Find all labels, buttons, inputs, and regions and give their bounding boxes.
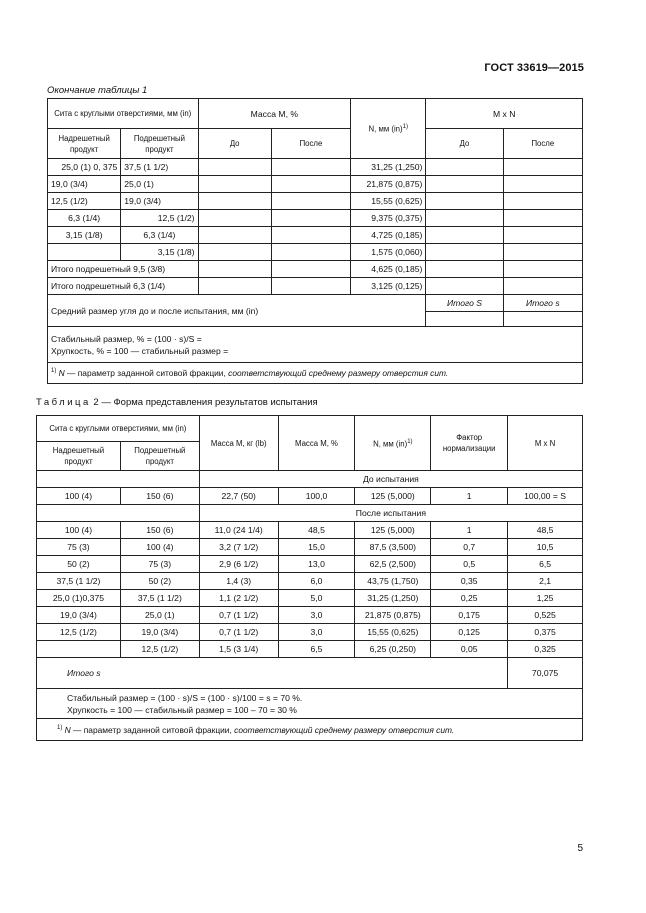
t1-total-S: Итого S	[426, 295, 503, 312]
table-row: 12,5 (1/2) 1,5 (3 1/4) 6,5 6,25 (0,250) 0,05 0,325	[37, 641, 583, 658]
table-row: 100 (4) 150 (6) 11,0 (24 1/4) 48,5 125 (5,000) 1 48,5	[37, 522, 583, 539]
t2-head-n: N, мм (in)$^{1)}$	[355, 416, 431, 471]
table1	[47, 98, 583, 384]
table2	[36, 415, 583, 741]
t2-head-over: Надрешетный продукт	[37, 442, 121, 471]
table-row: 3,15 (1/8) 6,3 (1/4) 4,725 (0,185)	[48, 227, 583, 244]
t1-head-over: Надрешетный продукт	[48, 129, 121, 159]
t1-head-under: Подрешетный продукт	[121, 129, 198, 159]
table-total-row: Итого подрешетный 9,5 (3/8) 4,625 (0,185)	[48, 261, 583, 278]
table-row: 6,3 (1/4) 12,5 (1/2) 9,375 (0,375)	[48, 210, 583, 227]
t2-head-sieves: Сита с круглыми отверстиями, мм (in)	[37, 416, 200, 442]
t1-total-s: Итого s	[503, 295, 582, 312]
t2-head-mxn: M x N	[508, 416, 583, 471]
t2-footnote: $^{1)}$ N — параметр заданной ситовой фракции, соответствующий среднему размеру отверстия сит.	[37, 719, 583, 741]
t2-formulas: Стабильный размер = (100 · s)/S = (100 · s)/100 = s = 70 %. Хрупкость = 100 — стабильный размер = 100 – 70 = 30 %	[37, 689, 583, 719]
t1-head-n: N, мм (in)$^{1)}$	[351, 99, 426, 159]
t1-head-mass: Масса M, %	[198, 99, 351, 129]
table-row: 100 (4) 150 (6) 22,7 (50) 100,0 125 (5,000) 1 100,00 = S	[37, 488, 583, 505]
table-row: 19,0 (3/4) 25,0 (1) 21,875 (0,875)	[48, 176, 583, 193]
t1-head-mass-before: До	[198, 129, 271, 159]
t2-total-value: 70,075	[508, 658, 583, 689]
t1-formulas: Стабильный размер, % = (100 · s)/S = Хрупкость, % = 100 — стабильный размер =	[48, 327, 583, 363]
table-row: 50 (2) 75 (3) 2,9 (6 1/2) 13,0 62,5 (2,500) 0,5 6,5	[37, 556, 583, 573]
t2-head-under: Подрешетный продукт	[120, 442, 199, 471]
t1-head-sieves: Сита с круглыми отверстиями, мм (in)	[48, 99, 199, 129]
t2-section-before: До испытания	[199, 471, 582, 488]
t2-head-mass-kg: Масса M, кг (lb)	[199, 416, 278, 471]
table-row: 75 (3) 100 (4) 3,2 (7 1/2) 15,0 87,5 (3,500) 0,7 10,5	[37, 539, 583, 556]
t2-head-mass-pct: Масса M, %	[278, 416, 355, 471]
t2-head-factor: Фактор нормализации	[431, 416, 508, 471]
table2-caption: Таблица 2 — Форма представления результатов испытания	[36, 397, 318, 408]
table-row: 37,5 (1 1/2) 50 (2) 1,4 (3) 6,0 43,75 (1,750) 0,35 2,1	[37, 573, 583, 590]
table-row: 19,0 (3/4) 25,0 (1) 0,7 (1 1/2) 3,0 21,875 (0,875) 0,175 0,525	[37, 607, 583, 624]
table-row: 25,0 (1) 0, 375 37,5 (1 1/2) 31,25 (1,250)	[48, 159, 583, 176]
table-row: 25,0 (1)0,375 37,5 (1 1/2) 1,1 (2 1/2) 5,0 31,25 (1,250) 0,25 1,25	[37, 590, 583, 607]
table-total-row: Итого подрешетный 6,3 (1/4) 3,125 (0,125)	[48, 278, 583, 295]
table-row: 12,5 (1/2) 19,0 (3/4) 0,7 (1 1/2) 3,0 15,55 (0,625) 0,125 0,375	[37, 624, 583, 641]
table1-caption: Окончание таблицы 1	[47, 85, 148, 96]
t1-footnote: $^{1)}$ N — параметр заданной ситовой фракции, соответствующий среднему размеру отверстия сит.	[48, 363, 583, 384]
table-row: 12,5 (1/2) 19,0 (3/4) 15,55 (0,625)	[48, 193, 583, 210]
t1-head-mxn-after: После	[503, 129, 582, 159]
t1-avg-label: Средний размер угля до и после испытания, мм (in)	[48, 295, 426, 327]
t1-head-mxn: M x N	[426, 99, 583, 129]
t1-head-mass-after: После	[271, 129, 350, 159]
t2-section-after: После испытания	[199, 505, 582, 522]
document-number: ГОСТ 33619—2015	[484, 62, 584, 74]
table-row: 3,15 (1/8) 1,575 (0,060)	[48, 244, 583, 261]
t2-total-label: Итого s	[37, 658, 508, 689]
page-number: 5	[577, 843, 583, 854]
t1-head-mxn-before: До	[426, 129, 503, 159]
